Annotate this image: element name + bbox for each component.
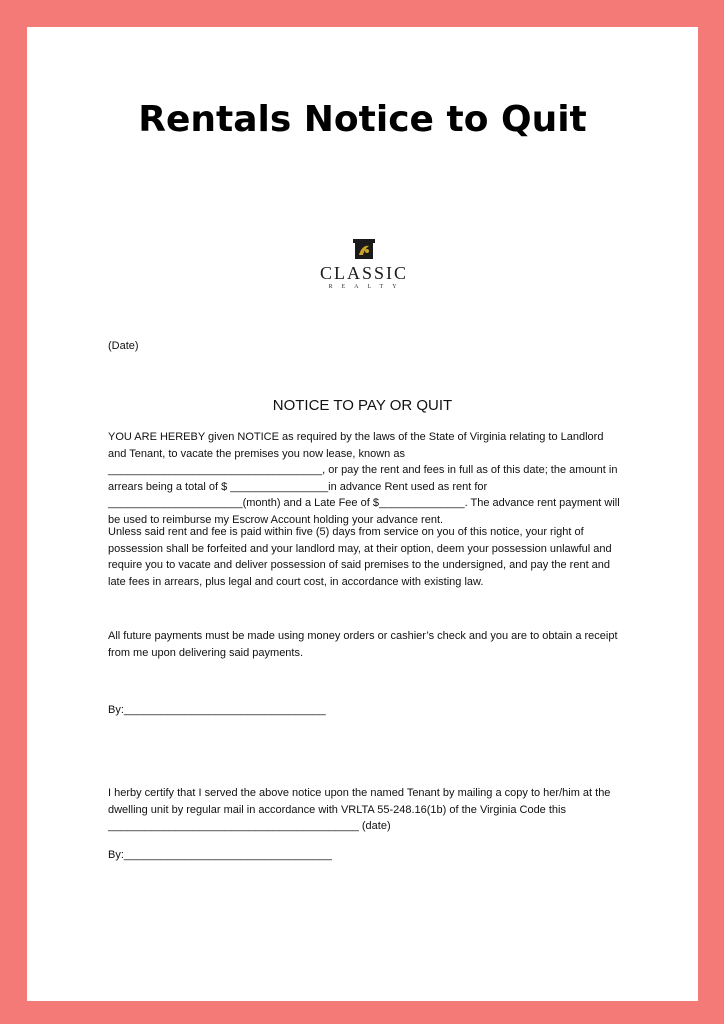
page-title: Rentals Notice to Quit [138,99,587,140]
signature-line-2: By:__________________________________ [108,849,332,861]
logo-name: CLASSIC [319,263,409,283]
notice-paragraph-1: YOU ARE HEREBY given NOTICE as required by the laws of the State of Virginia relating to Landlord and Tenant, to vacate the premises you now lease, known as ___________________________________, or pay the rent and fees in full as of this date; the amount in arrears being a total of $ ________________in advance Rent used as rent for ______________________(month) and a Late Fee of $______________. The advance rent payment will be used to reimburse my Escrow Account holding your advance rent. [108,431,620,526]
notice-paragraph-3: All future payments must be made using money orders or cashier’s check and you are to obtain a receipt from me upon delivering said payments. [108,630,618,659]
logo-subtitle: REALTY [328,284,406,290]
classic-realty-logo [310,237,418,303]
notice-heading: NOTICE TO PAY OR QUIT [272,397,453,414]
notice-paragraph-2: Unless said rent and fee is paid within five (5) days from service on you of this notice, your right of possession shall be forfeited and your landlord may, at their option, deem your possession unlawful and require you to vacate and deliver possession of said premises to the undersigned, and pay the rent and late fees in arrears, plus legal and court cost, in accordance with existing law. [108,526,612,588]
document-page [27,27,698,1001]
classic-realty-logo-icon [352,237,376,261]
certification-paragraph: I herby certify that I served the above notice upon the named Tenant by mailing a copy to her/him at the dwelling unit by regular mail in accordance with VRLTA 55-248.16(1b) of the Virginia Code this _________________________________________ (date) [108,787,611,832]
date-label: (Date) [108,340,139,352]
signature-line-1: By:_________________________________ [108,704,326,716]
